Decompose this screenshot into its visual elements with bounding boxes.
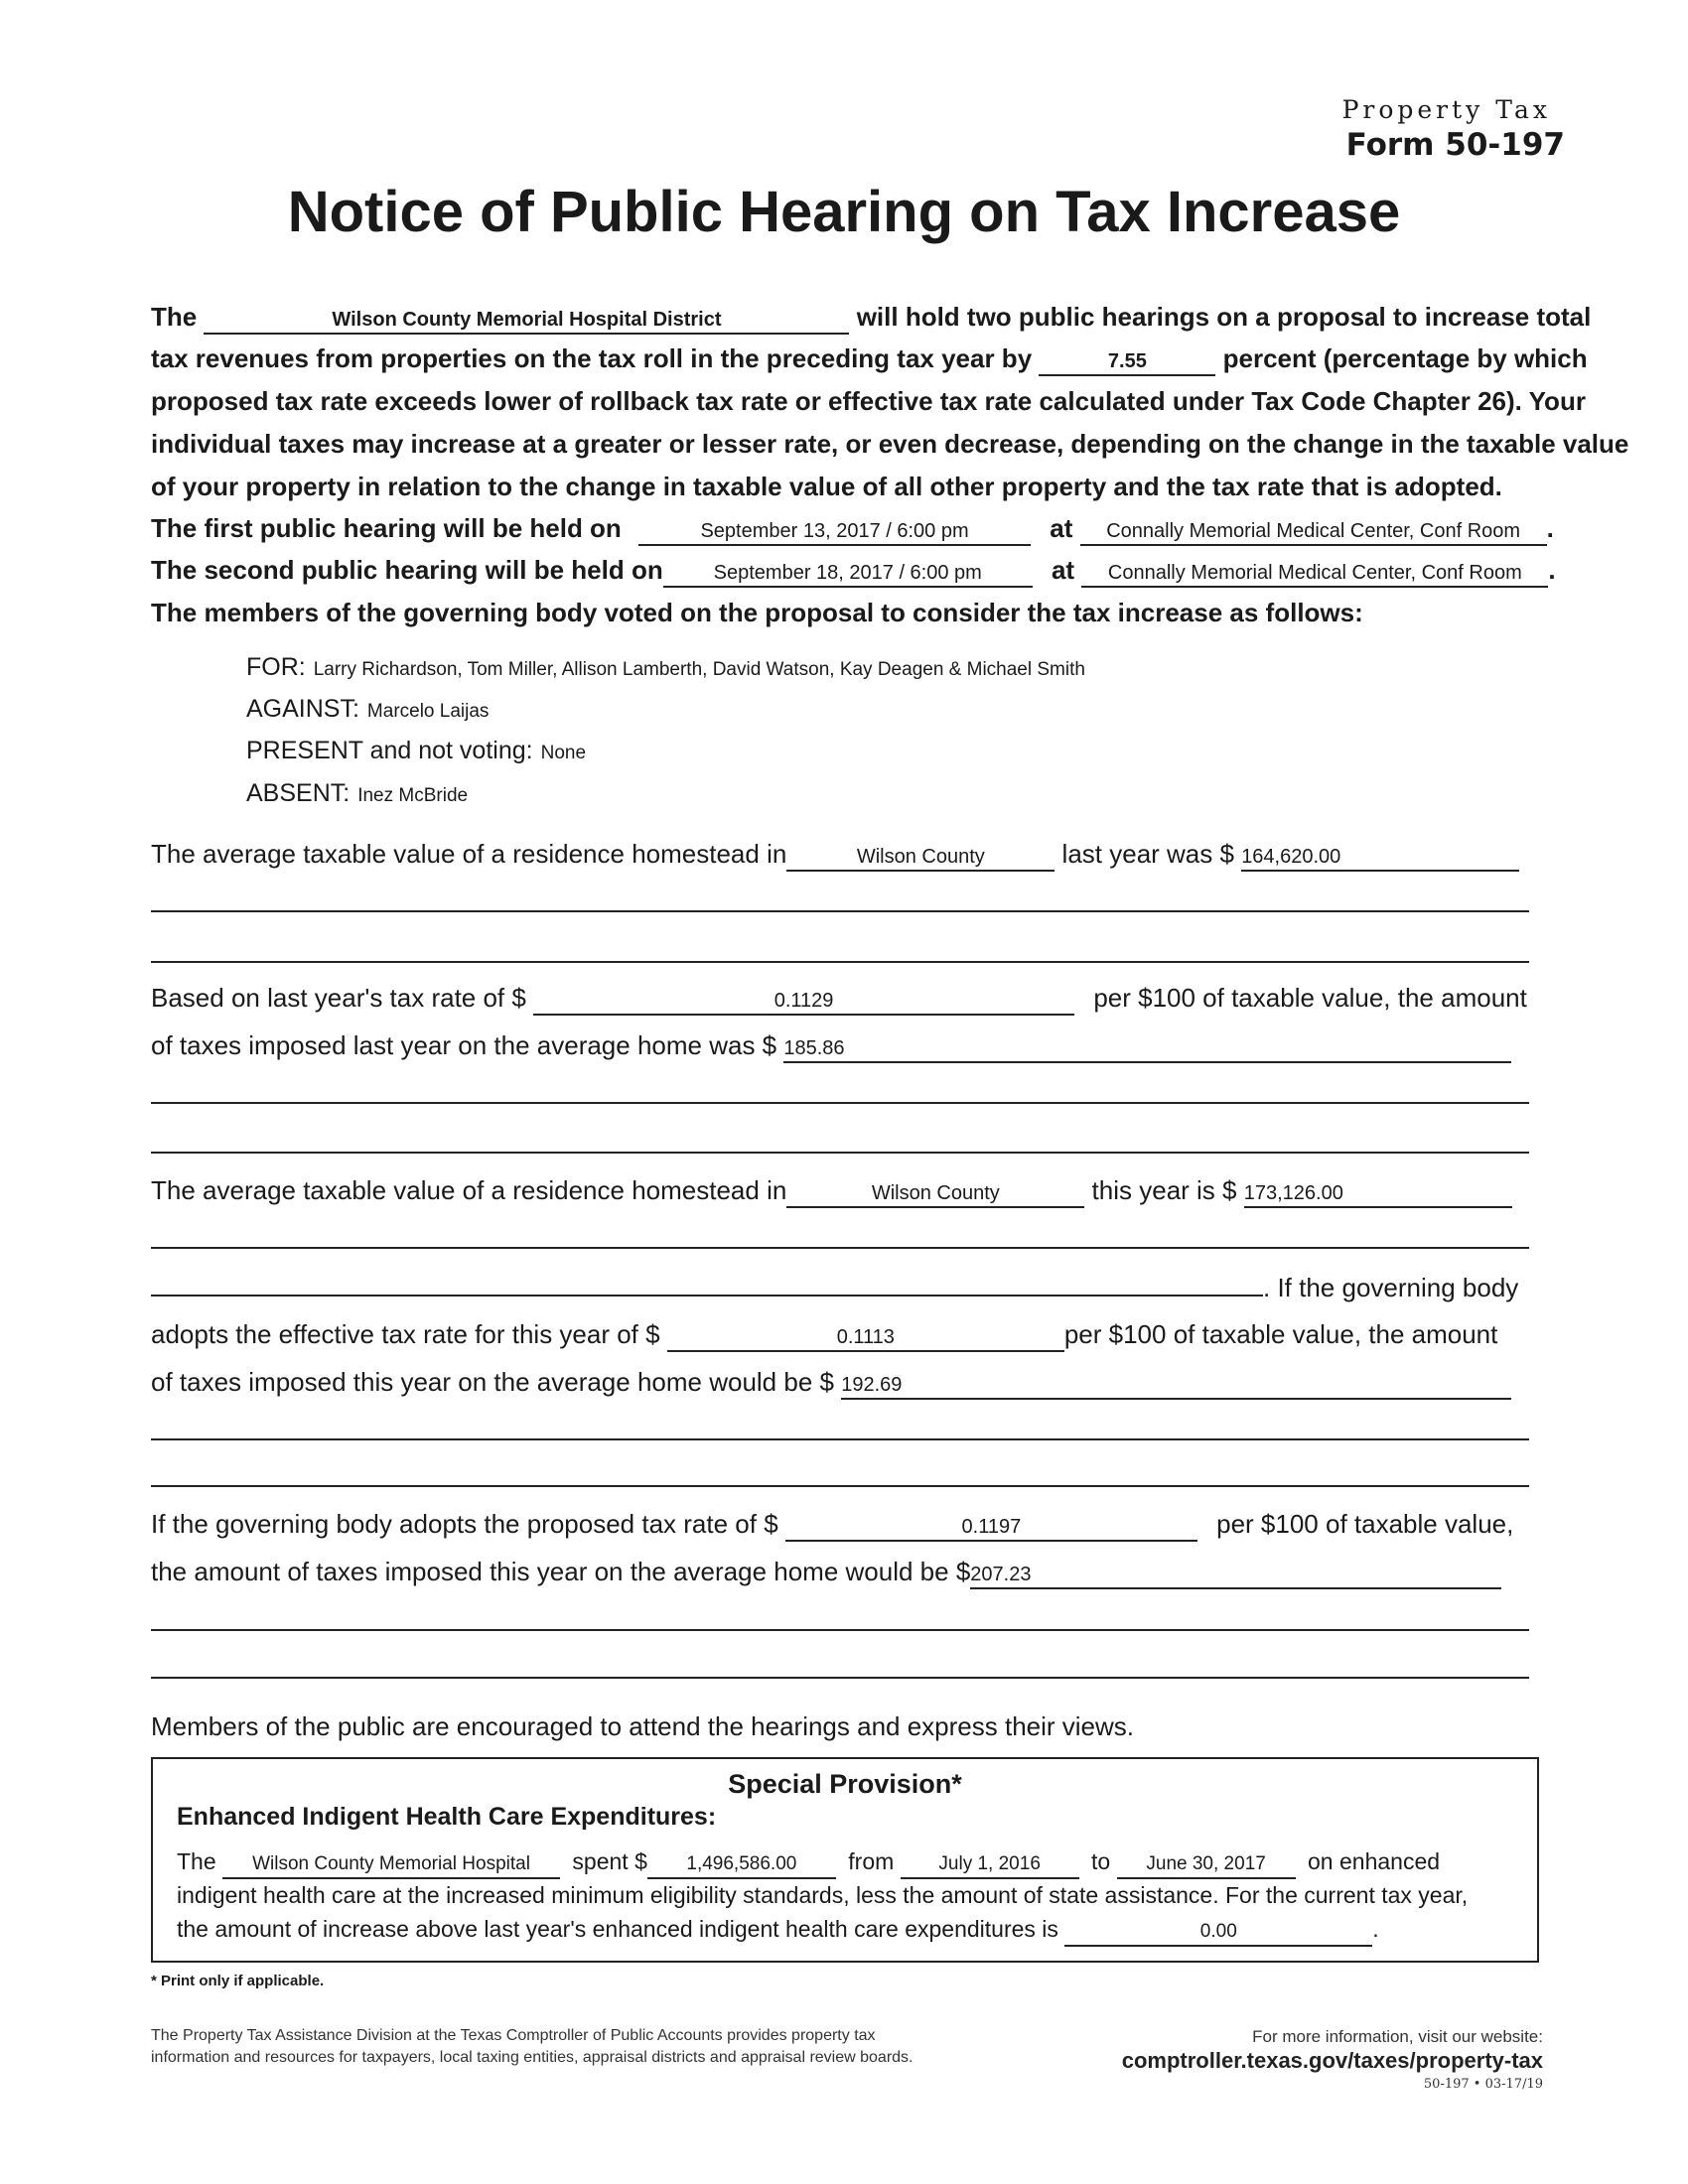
special-provision-line-2: indigent health care at the increased minimum eligibility standards, less the amount of state assistance. For the current tax year, [177,1882,1469,1908]
footnote: * Print only if applicable. [151,1973,325,1989]
footer-left [151,2025,914,2069]
intro-line-5: of your property in relation to the change in taxable value of all other property and the tax rate that is adopted. [151,472,1502,501]
second-hearing-at: at [1051,555,1075,585]
special-text-3: the amount of increase above last year's enhanced indigent health care expenditures is [177,1916,1058,1942]
section3-line-3 [151,1269,1539,1304]
section3-value: 173,126.00 [1244,1180,1512,1208]
vote-absent-label: ABSENT: [246,779,351,807]
closing-text: Members of the public are encouraged to attend the hearings and express their views. [151,1711,1135,1741]
second-hearing-datetime: September 18, 2017 / 6:00 pm [663,560,1033,588]
vote-against-names: Marcelo Laijas [366,701,490,722]
footer-left-line-2: information and resources for taxpayers, local taxing entities, appraisal districts and appraisal review boards. [151,2049,914,2066]
section4-line-1 [151,1507,1539,1542]
footer-website-link[interactable]: comptroller.texas.gov/taxes/property-tax [1121,2048,1543,2073]
section3-line-5 [151,1365,1539,1400]
percent-field: 7.55 [1039,348,1215,376]
section4-amount: 207.23 [970,1562,1501,1589]
footer-right [1122,2025,1543,2097]
special-the: The [177,1848,216,1874]
blank-line [151,1485,1529,1487]
first-hearing-label: The first public hearing will be held on [151,513,622,543]
entity-name-field: Wilson County Memorial Hospital District [204,307,849,335]
blank-line [151,1152,1529,1154]
section1-line [151,837,1539,872]
special-entity: Wilson County Memorial Hospital [222,1851,560,1879]
section3-county: Wilson County [786,1180,1084,1208]
section4-line-2 [151,1555,1539,1589]
section1-value: 164,620.00 [1241,844,1519,872]
second-hearing-period: . [1548,555,1556,585]
vote-against-label: AGAINST: [246,695,359,723]
section2-text-2: per $100 of taxable value, the amount [1093,983,1527,1013]
special-spent-label: spent $ [572,1848,647,1874]
blank-line [151,1629,1529,1631]
blank-line [151,1438,1529,1440]
vote-present-names: None [540,743,587,763]
footer-info-text: For more information, visit our website: [1252,2027,1543,2046]
form-category: Property Tax [1341,95,1551,124]
section1-text-2: last year was $ [1061,839,1234,869]
first-hearing-period: . [1546,513,1554,543]
votes-intro: The members of the governing body voted on the proposal to consider the tax increase as follows: [151,598,1363,627]
form-number: Form 50-197 [1345,127,1565,163]
special-from-label: from [848,1848,895,1874]
intro-line-3: proposed tax rate exceeds lower of rollback tax rate or effective tax rate calculated under Tax Code Chapter 26). Your [151,386,1586,416]
special-provision-subtitle: Enhanced Indigent Health Care Expenditures: [177,1803,717,1831]
special-amount: 1,496,586.00 [647,1851,836,1879]
section3-rate: 0.1113 [667,1324,1064,1352]
vote-against [246,693,489,728]
section3-amount: 192.69 [841,1372,1511,1400]
section3-text-5: per $100 of taxable value, the amount [1063,1319,1498,1349]
first-hearing-at: at [1050,513,1073,543]
blank-line [151,1247,1529,1249]
section4-rate: 0.1197 [785,1514,1197,1542]
section3-text-3: . If the governing body [1263,1273,1519,1302]
section4-text-2: per $100 of taxable value, [1216,1509,1514,1539]
second-hearing-label: The second public hearing will be held on [151,555,663,585]
section1-county: Wilson County [786,844,1055,872]
section2-line-2 [151,1028,1539,1063]
section3-text-4: adopts the effective tax rate for this year of $ [151,1319,660,1349]
first-hearing-line [151,511,1554,546]
blank-fill [151,1269,1263,1297]
section3-text-2: this year is $ [1091,1175,1237,1205]
section3-text-6: of taxes imposed this year on the average home would be $ [151,1367,834,1397]
vote-absent-names: Inez McBride [357,785,469,806]
section2-text-1: Based on last year's tax rate of $ [151,983,526,1013]
section4-text-3: the amount of taxes imposed this year on the average home would be $ [151,1557,971,1586]
blank-line [151,1102,1529,1104]
special-text-1: on enhanced [1308,1848,1441,1874]
section1-text-1: The average taxable value of a residence homestead in [151,839,787,869]
section2-amount: 185.86 [783,1035,1511,1063]
special-from-date: July 1, 2016 [901,1851,1079,1879]
section3-line-1 [151,1173,1539,1208]
blank-line [151,910,1529,912]
intro-text-1: will hold two public hearings on a proposal to increase total [856,302,1592,332]
special-provision-line-1 [177,1846,1440,1879]
footer-form-code: 50-197 • 03-17/19 [1423,2077,1543,2092]
vote-present [246,735,586,769]
section3-text-1: The average taxable value of a residence homestead in [151,1175,787,1205]
section3-line-4 [151,1317,1539,1352]
vote-absent [246,777,468,812]
second-hearing-location: Connally Memorial Medical Center, Conf Room [1081,560,1548,588]
blank-line [151,961,1529,963]
intro-line-1 [151,300,1592,335]
special-period: . [1372,1916,1379,1942]
intro-line-2 [151,341,1588,376]
special-provision-line-3 [177,1914,1379,1947]
vote-for-label: FOR: [246,653,306,681]
first-hearing-location: Connally Memorial Medical Center, Conf Room [1080,518,1547,546]
intro-line-4: individual taxes may increase at a greater or lesser rate, or even decrease, depending on the change in the taxable value [151,429,1629,459]
footer-left-line-1: The Property Tax Assistance Division at the Texas Comptroller of Public Accounts provides property tax [151,2027,876,2044]
blank-line [151,1677,1529,1679]
section4-text-1: If the governing body adopts the proposed tax rate of $ [151,1509,778,1539]
vote-for [246,651,1085,686]
vote-for-names: Larry Richardson, Tom Miller, Allison Lamberth, David Watson, Kay Deagen & Michael Smith [313,659,1085,680]
intro-the: The [151,302,198,332]
special-to-label: to [1091,1848,1111,1874]
special-to-date: June 30, 2017 [1117,1851,1296,1879]
intro-text-2: tax revenues from properties on the tax roll in the preceding tax year by [151,343,1033,373]
special-increase: 0.00 [1064,1919,1372,1947]
special-provision-title: Special Provision* [728,1769,962,1799]
vote-present-label: PRESENT and not voting: [246,737,533,764]
section2-text-3: of taxes imposed last year on the average home was $ [151,1030,777,1060]
intro-text-3: percent (percentage by which [1222,343,1588,373]
page-title: Notice of Public Hearing on Tax Increase [287,180,1401,244]
first-hearing-datetime: September 13, 2017 / 6:00 pm [638,518,1031,546]
section2-line-1 [151,981,1539,1016]
second-hearing-line [151,553,1556,588]
special-provision-box [151,1757,1539,1963]
section2-rate: 0.1129 [533,988,1074,1016]
